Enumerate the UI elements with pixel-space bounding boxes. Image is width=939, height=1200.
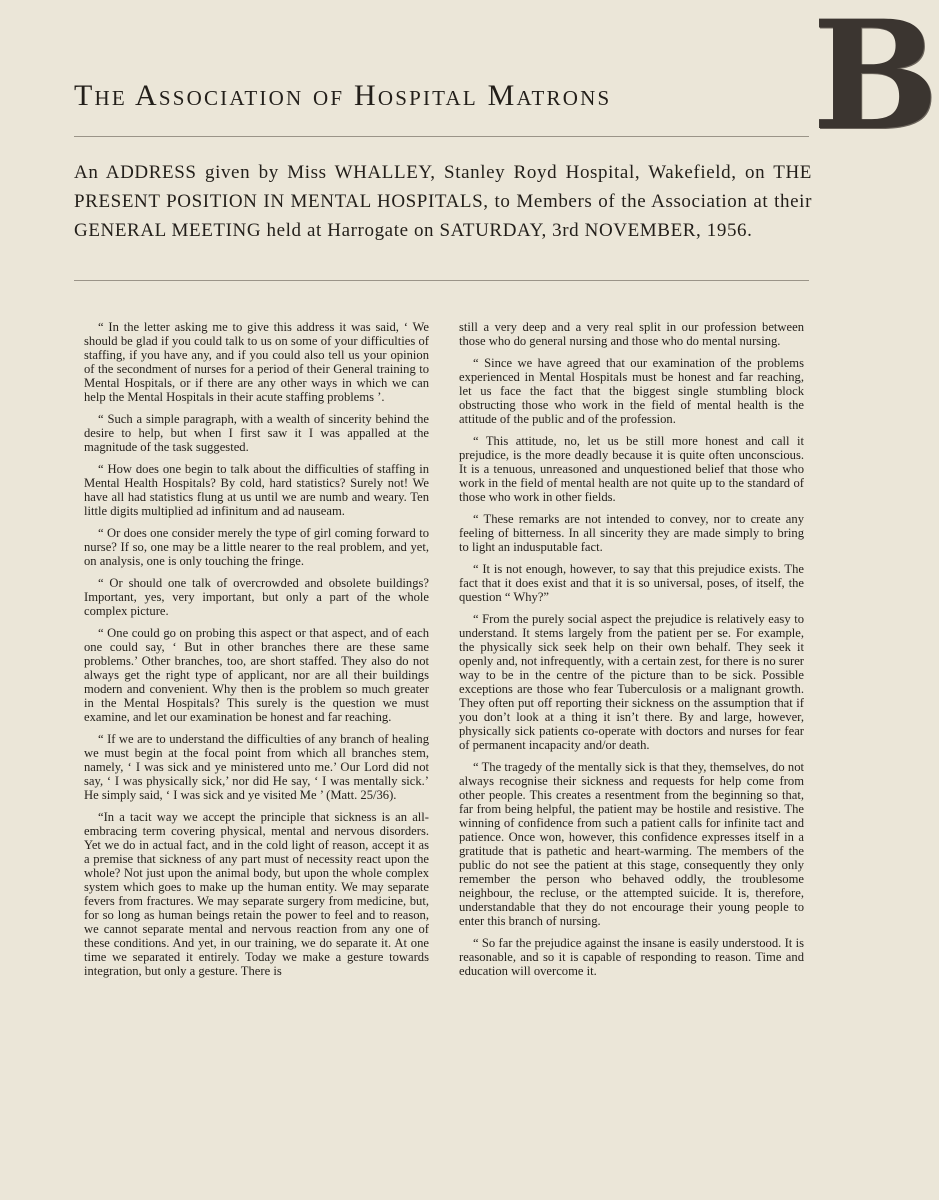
bottom-divider <box>74 280 809 281</box>
paragraph: “ Since we have agreed that our examination of the problems experienced in Mental Hospitals must be honest and far reaching, let us face the fact that the biggest single stumbling block obstructing those who work in the field of mental health is the attitude of the public and of the profession. <box>459 356 804 426</box>
paragraph: “In a tacit way we accept the principle that sickness is an all-embracing term covering physical, mental and nervous disorders. Yet we do in actual fact, and in the cold light of reason, accept it as a premise that sickness of any part must of necessity react upon the whole? Not just upon the animal body, but upon the whole complex system which goes to make up the human entity. We may separate fevers from fractures. We may separate surgery from medicine, but, for so long as human beings retain the power to feel and to reason, we cannot separate mental and nervous reaction from any one of these conditions. And yet, in our training, we do separate it. At one time we separated it entirely. Today we make a gesture towards integration, but only a gesture. There is <box>84 810 429 978</box>
top-divider <box>74 136 809 137</box>
paragraph: “ How does one begin to talk about the difficulties of staffing in Mental Health Hospitals? By cold, hard statistics? Surely not! We have all had statistics flung at us until we are numb and weary. Ten little digits multiplied ad infinitum and ad nauseam. <box>84 462 429 518</box>
paragraph: “ Or does one consider merely the type of girl coming forward to nurse? If so, one may be a little nearer to the real problem, and yet, on analysis, one is only touching the fringe. <box>84 526 429 568</box>
paragraph: “ So far the prejudice against the insane is easily understood. It is reasonable, and so it is capable of responding to reason. Time and education will overcome it. <box>459 936 804 978</box>
paragraph: “ Or should one talk of overcrowded and obsolete buildings? Important, yes, very important, but only a part of the whole complex picture. <box>84 576 429 618</box>
paragraph: “ In the letter asking me to give this address it was said, ‘ We should be glad if you could talk to us on some of your difficulties of staffing, if you have any, and if you could also tell us your opinion of the secondment of nurses for a period of their General training to Mental Hospitals, or if there are any other ways in which we can help the Mental Hospitals in their acute staffing problems ’. <box>84 320 429 404</box>
paragraph: “ If we are to understand the difficulties of any branch of healing we must begin at the focal point from which all branches stem, namely, ‘ I was sick and ye ministered unto me.’ Our Lord did not say, ‘ I was physically sick,’ nor did He say, ‘ I was mentally sick.’ He simply said, ‘ I was sick and ye visited Me ’ (Matt. 25/36). <box>84 732 429 802</box>
paragraph: still a very deep and a very real split in our profession between those who do general nursing and those who do mental nursing. <box>459 320 804 348</box>
paragraph: “ From the purely social aspect the prejudice is relatively easy to understand. It stems largely from the patient per se. For example, the physically sick seek help on their own behalf. They seek it openly and, not infrequently, with a certain zest, for there is no surer way to be in the centre of the picture than to be sick. Possible exceptions are those who fear Tuberculosis or a malignant growth. They often put off reporting their sickness on the assumption that if you don’t look at a thing it isn’t there. By and large, however, physically sick patients co-operate with doctors and nurses for fear of permanent incapacity and/or death. <box>459 612 804 752</box>
paragraph: “ One could go on probing this aspect or that aspect, and of each one could say, ‘ But in other branches there are these same problems.’ Other branches, too, are short staffed. They also do not always get the right type of applicant, nor are all their buildings modern and convenient. Why then is the problem so much greater in the Mental Hospitals? This surely is the question we must examine, and let our examination be honest and far reaching. <box>84 626 429 724</box>
decorative-initial: B <box>812 0 939 164</box>
paragraph: “ This attitude, no, let us be still more honest and call it prejudice, is the more deadly because it is quite often unconscious. It is a tenuous, unreasoned and unquestioned belief that those who work in the field of mental health are not quite up to the standard of those who work in other fields. <box>459 434 804 504</box>
paragraph: “ The tragedy of the mentally sick is that they, themselves, do not always recognise their sickness and requests for help come from other people. This creates a resentment from the beginning so that, far from being helpful, the patient may be hostile and resistive. The winning of confidence from such a patient calls for infinite tact and patience. Once won, however, this confidence expresses itself in a gratitude that is pathetic and heart-warming. The members of the public do not see the patient at this stage, consequently they only remember the person who behaved oddly, the troublesome neighbour, the recluse, or the attempted suicide. It is, therefore, understandable that they do not encourage their young people to enter this branch of nursing. <box>459 760 804 928</box>
left-column <box>84 320 429 986</box>
intro-paragraph: An ADDRESS given by Miss WHALLEY, Stanley Royd Hospital, Wakefield, on THE PRESENT POSITION IN MENTAL HOSPITALS, to Members of the Association at their GENERAL MEETING held at Harrogate on SATURDAY, 3rd NOVEMBER, 1956. <box>74 162 812 241</box>
page-title: The Association of Hospital Matrons <box>74 79 612 112</box>
right-column <box>459 320 804 986</box>
paragraph: “ Such a simple paragraph, with a wealth of sincerity behind the desire to help, but when I first saw it I was appalled at the magnitude of the task suggested. <box>84 412 429 454</box>
paragraph: “ These remarks are not intended to convey, nor to create any feeling of bitterness. In all sincerity they are made simply to bring to light an indusputable fact. <box>459 512 804 554</box>
paragraph: “ It is not enough, however, to say that this prejudice exists. The fact that it does exist and that it is so universal, poses, of itself, the question “ Why?” <box>459 562 804 604</box>
